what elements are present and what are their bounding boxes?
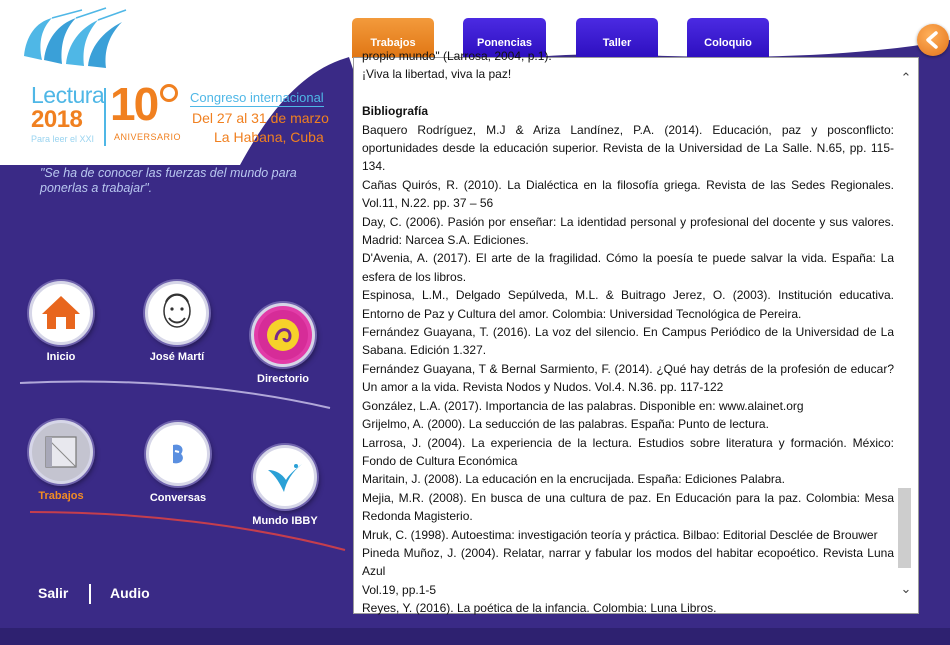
nav-directorio[interactable] <box>249 303 317 385</box>
scroll-area[interactable] <box>362 49 894 616</box>
article-content <box>362 47 894 618</box>
tab-trabajos[interactable]: Trabajos <box>352 18 434 58</box>
congress-label: Congreso internacional <box>190 90 324 105</box>
nav-trabajos[interactable] <box>29 420 93 502</box>
reference-item: Pineda Muñoz, J. (2004). Relatar, narrar y fabular los modos del habitar ecopoético. Revista Luna Azul <box>362 545 894 579</box>
directory-icon <box>251 303 315 367</box>
vertical-scrollbar[interactable] <box>894 58 918 613</box>
reference-item: Maritain, J. (2008). La educación en la encrucijada. España: Ediciones Palabra. <box>362 472 785 487</box>
anniversary-number: 10 <box>110 78 158 130</box>
reference-item: Baquero Rodríguez, M.J & Ariza Landínez, P.A. (2014). Educación, paz y posconflicto: oportunidades desde la educación superior. Revista de la Universidad de La Salle. N.65, pp. 115-134. <box>362 122 894 174</box>
reference-item: Vol.19, pp.1-5 <box>362 582 437 597</box>
logo-divider <box>104 88 106 146</box>
tab-ponencias[interactable]: Ponencias <box>463 18 546 58</box>
nav-inicio-label: Inicio <box>46 351 76 363</box>
logo-tagline: Para leer el XXI <box>31 134 95 144</box>
audio-link[interactable]: Audio <box>110 585 150 601</box>
nav-jose-marti[interactable] <box>142 281 212 363</box>
event-logo <box>18 8 329 158</box>
home-icon <box>29 281 93 345</box>
bibliography-heading: Bibliografía <box>362 104 429 119</box>
reference-item: González, L.A. (2017). Importancia de las palabras. Disponible en: www.alainet.org <box>362 398 804 413</box>
reference-item: Espinosa, L.M., Delgado Sepúlveda, M.L. & Buitrago Jerez, O. (2003). Institución educativa. Entorno de Paz y Cultura del amor. Colombia: Universidad Tecnológica de Pereira. <box>362 288 894 321</box>
reference-item: Reyes, Y. (2016). La poética de la infancia. Colombia: Luna Libros. <box>362 601 717 616</box>
reference-item: Mruk, C. (1998). Autoestima: investigación teoría y práctica. Bilbao: Editorial Desclée de Brouwer <box>362 527 878 542</box>
anniversary-label: ANIVERSARIO <box>114 132 182 142</box>
logo-year: 2018 <box>31 106 83 133</box>
logo-word: Lectura <box>31 82 105 108</box>
degree-symbol-icon <box>160 84 178 102</box>
reference-item: Larrosa, J. (2004). La experiencia de la lectura. Estudios sobre literatura y formación. México: Fondo de Cultura Económica <box>362 435 894 468</box>
tab-coloquio[interactable]: Coloquio <box>687 18 769 58</box>
reference-item: Cañas Quirós, R. (2010). La Dialéctica en la filosofía griega. Revista de las Sedes Regionales. Vol.11, N.22. pp. 37 – 56 <box>362 177 894 211</box>
reference-item: Fernández Guayana, T & Bernal Sarmiento, F. (2014). ¿Qué hay detrás de la profesión de educar? Un amor a la vida. Revista Nodos y Nudos. Vol.4. N.36. pp. 117-122 <box>362 361 894 395</box>
book-icon <box>29 420 93 484</box>
nav-conversas-label: Conversas <box>149 492 207 504</box>
reference-item: Mejia, M.R. (2008). En busca de una cultura de paz. En Educación para la paz. Colombia: Mesa Redonda Magisterio. <box>362 490 894 524</box>
reference-item: Day, C. (2006). Pasión por enseñar: La identidad personal y profesional del docente y sus valores. Madrid: Narcea S.A. Ediciones. <box>362 214 894 248</box>
nav-inicio[interactable] <box>29 281 93 363</box>
marti-quote: "Se ha de conocer las fuerzas del mundo para ponerlas a trabajar". <box>40 166 297 195</box>
nav-mundo-ibby[interactable] <box>248 445 322 527</box>
scroll-thumb[interactable] <box>898 488 911 568</box>
birds-logo-icon <box>18 8 138 83</box>
content-panel <box>353 49 919 616</box>
conversas-icon <box>146 422 210 486</box>
scroll-up-icon[interactable]: ⌃ <box>900 70 912 85</box>
nav-mundo-ibby-label: Mundo IBBY <box>252 515 318 527</box>
event-city: La Habana, Cuba <box>214 129 324 145</box>
back-button[interactable] <box>917 24 949 56</box>
event-dates: Del 27 al 31 de marzo <box>192 110 329 126</box>
salir-link[interactable]: Salir <box>38 585 69 601</box>
jose-marti-portrait-icon <box>145 281 209 345</box>
reference-item: Fernández Guayana, T. (2016). La voz del silencio. En Campus Periódico de la Universidad de La Sabana. Edición 1.327. <box>362 325 894 358</box>
nav-directorio-label: Directorio <box>257 373 309 385</box>
cut-line: propio mundo" (Larrosa, 2004, p.1). <box>362 49 552 63</box>
footer-divider <box>89 584 91 604</box>
arrow-left-icon <box>917 24 949 56</box>
nav-jose-marti-label: José Martí <box>149 351 205 363</box>
reference-item: D'Avenia, A. (2017). El arte de la fragilidad. Cómo la poesía te puede salvar la vida. España: La esfera de los libros. <box>362 251 894 284</box>
reference-item: Grijelmo, A. (2000). La seducción de las palabras. España: Punto de lectura. <box>362 417 769 432</box>
nav-trabajos-label: Trabajos <box>38 490 84 502</box>
tab-taller[interactable]: Taller <box>576 18 658 58</box>
ibby-bird-icon <box>253 445 317 509</box>
nav-conversas[interactable] <box>142 422 214 504</box>
scroll-down-icon[interactable]: ⌄ <box>900 581 912 596</box>
closing-line: ¡Viva la libertad, viva la paz! <box>362 67 512 82</box>
